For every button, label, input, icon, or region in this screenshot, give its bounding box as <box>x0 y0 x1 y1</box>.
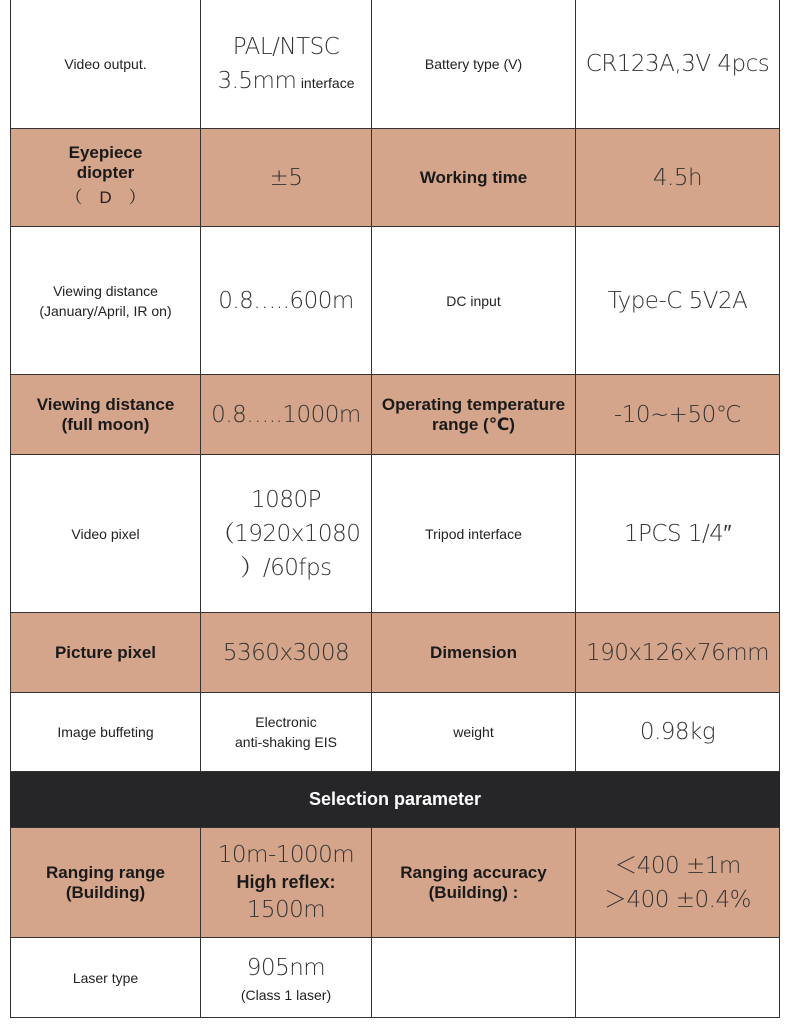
spec-row-video-pixel <box>10 455 780 613</box>
label-cell <box>11 828 201 937</box>
label-cell <box>11 938 201 1017</box>
value-viewing-distance-moon: 0.8…..1000m <box>211 401 361 428</box>
value-cell <box>201 0 372 128</box>
label-video-pixel: Video pixel <box>71 525 140 542</box>
value-dimension: 190x126x76mm <box>585 639 770 666</box>
label-cell <box>372 613 576 692</box>
value-cell <box>576 375 779 454</box>
label-diopter-unit: （ D ） <box>65 187 146 207</box>
label-viewing-distance: Viewing distance <box>53 282 158 299</box>
label-full-moon: (full moon) <box>61 414 150 434</box>
label-cell <box>372 828 576 937</box>
spec-row-viewing-distance-moon <box>10 375 780 455</box>
label-cell <box>11 0 201 128</box>
label-temperature-range: range (℃) <box>432 414 515 434</box>
value-accuracy-over-400: ＞400 ±0.4% <box>604 886 751 913</box>
label-diopter: diopter <box>76 162 135 182</box>
value-cell <box>576 828 779 937</box>
label-laser-type: Laser type <box>72 969 139 986</box>
value-cell <box>576 0 779 128</box>
value-image-buffeting-2: anti-shaking EIS <box>235 734 337 750</box>
value-high-reflex-label: High reflex: <box>236 872 336 892</box>
value-cell <box>576 129 779 226</box>
label-image-buffeting: Image buffeting <box>57 724 154 740</box>
label-cell <box>11 693 201 771</box>
value-cell <box>201 828 372 937</box>
spec-row-image-buffeting <box>10 693 780 772</box>
value-battery-type: CR123A,3V 4pcs <box>585 51 770 77</box>
label-cell <box>372 375 576 454</box>
spec-row-laser-type <box>10 938 780 1018</box>
value-cell <box>576 613 779 692</box>
value-cell <box>201 129 372 226</box>
label-eyepiece: Eyepiece <box>68 142 143 162</box>
label-tripod-interface: Tripod interface <box>425 525 522 542</box>
label-cell <box>11 129 201 226</box>
label-cell <box>372 693 576 771</box>
value-cell <box>201 938 372 1017</box>
label-cell <box>372 455 576 612</box>
spec-row-viewing-distance-ir <box>10 227 780 375</box>
value-laser-class: (Class 1 laser) <box>240 986 332 1003</box>
label-weight: weight <box>453 724 494 740</box>
value-cell <box>201 227 372 374</box>
value-dc-input: Type-C 5V2A <box>607 287 748 314</box>
label-viewing-distance-condition: (January/April, IR on) <box>39 302 172 319</box>
value-viewing-distance-ir: 0.8…..600m <box>218 287 354 314</box>
label-cell <box>372 129 576 226</box>
label-cell <box>11 375 201 454</box>
value-cell <box>201 613 372 692</box>
value-eyepiece-diopter: ±5 <box>269 164 303 191</box>
spec-row-video-output <box>10 0 780 129</box>
value-weight: 0.98kg <box>639 719 716 745</box>
value-video-pixel-dims: （1920x1080 <box>211 520 361 547</box>
label-cell <box>11 227 201 374</box>
label-ranging-building: (Building) <box>65 882 146 902</box>
value-cell <box>201 693 372 771</box>
value-operating-temperature: -10~+50℃ <box>613 401 742 428</box>
label-cell <box>11 613 201 692</box>
value-video-output-jack: 3.5mm <box>217 68 297 94</box>
value-cell <box>201 455 372 612</box>
value-high-reflex: 1500m <box>246 897 326 923</box>
value-video-pixel-res: 1080P <box>251 486 321 513</box>
label-viewing-distance-full: Viewing distance <box>36 394 175 414</box>
value-image-buffeting-1: Electronic <box>255 714 317 730</box>
value-video-pixel-fps: ）/60fps <box>240 554 332 581</box>
value-laser-wavelength: 905nm <box>246 954 326 981</box>
label-cell <box>11 455 201 612</box>
label-working-time: Working time <box>419 167 528 187</box>
value-accuracy-under-400: ＜400 ±1m <box>614 852 741 879</box>
value-picture-pixel: 5360x3008 <box>222 639 350 666</box>
value-tripod-interface: 1PCS 1/4″ <box>623 520 732 547</box>
spec-row-ranging <box>10 827 780 938</box>
value-cell <box>576 455 779 612</box>
value-working-time: 4.5h <box>652 164 703 191</box>
value-cell <box>201 375 372 454</box>
label-ranging-accuracy-building: (Building) : <box>428 882 519 902</box>
value-video-output-suffix: interface <box>300 75 355 91</box>
label-cell <box>372 0 576 128</box>
value-video-output-format: PAL/NTSC <box>232 34 340 60</box>
label-ranging-accuracy: Ranging accuracy <box>400 862 547 882</box>
selection-parameter-banner <box>10 772 780 827</box>
label-cell <box>372 227 576 374</box>
label-battery-type: Battery type (V) <box>424 56 523 72</box>
value-cell <box>576 227 779 374</box>
empty-cell <box>576 938 779 1017</box>
banner-title: Selection parameter <box>308 789 482 809</box>
label-ranging-range: Ranging range <box>45 862 165 882</box>
label-dimension: Dimension <box>430 642 517 662</box>
label-operating-temperature: Operating temperature <box>381 394 566 414</box>
spec-row-eyepiece-diopter <box>10 129 780 227</box>
empty-cell <box>372 938 576 1017</box>
label-picture-pixel: Picture pixel <box>54 642 157 662</box>
label-dc-input: DC input <box>446 292 501 309</box>
spec-row-picture-pixel <box>10 613 780 693</box>
value-ranging-range: 10m-1000m <box>217 842 355 868</box>
label-video-output: Video output. <box>64 56 147 72</box>
value-cell <box>576 693 779 771</box>
